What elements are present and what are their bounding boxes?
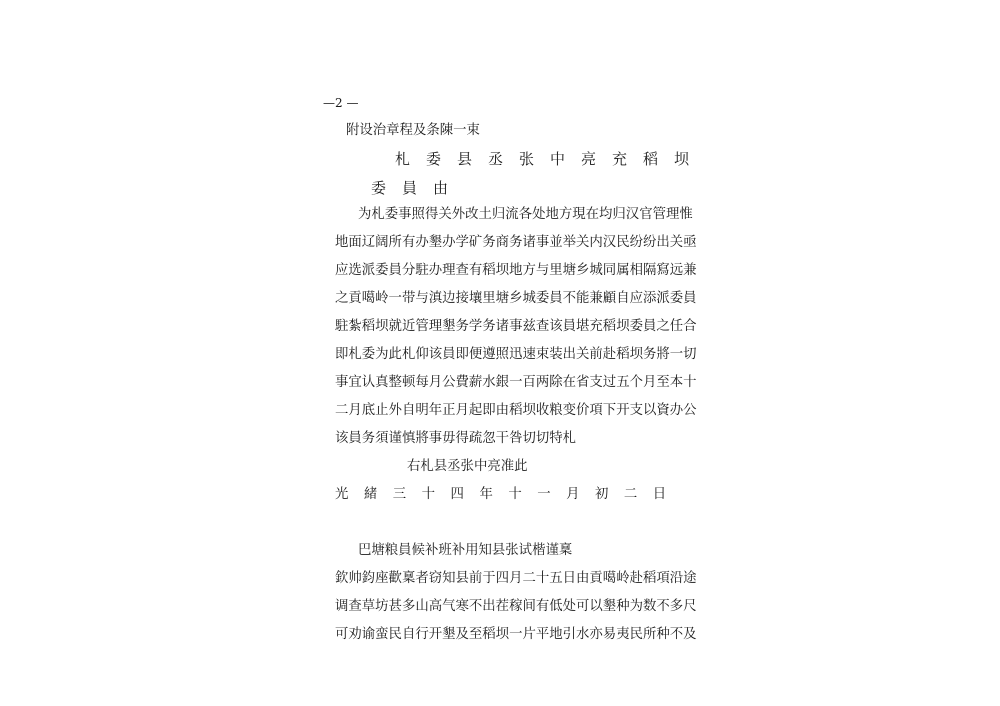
date-line: 光緒三十四年十一月初二日 [335, 487, 682, 502]
recipient-line: 右札县丞张中亮准此 [407, 459, 528, 474]
order-title-continued: 委員由 [371, 179, 465, 197]
report-body-line: 调查草坊甚多山高气寒不出茬稼间有低处可以墾种为数不多尺 [335, 599, 697, 614]
report-body-line: 可劝谕蛮民自行开墾及至稻坝一片平地引水亦易夷民所种不及 [335, 627, 697, 642]
page-number: —2 — [323, 96, 359, 110]
order-title: 札委县丞张中亮充稻坝 [395, 150, 706, 168]
order-body-line: 该員务須谨慎將事毋得疏忽干咎切切特札 [335, 431, 577, 446]
order-body-line: 应选派委員分駐办理查有稻坝地方与里塘乡城同属相隔寫远兼 [335, 263, 697, 278]
order-body-line: 駐紮稻坝就近管理墾务学务诸事兹查该員堪充稻坝委員之任合 [335, 319, 697, 334]
order-body-line: 即札委为此札仰该員即便遵照迅速束装出关前赴稻坝务將一切 [335, 347, 697, 362]
order-body-line: 二月底止外自明年正月起即由稻坝收粮变价項下开支以資办公 [335, 403, 697, 418]
order-body-line: 之貢噶岭一带与滇边接壤里塘乡城委員不能兼顧自应添派委員 [335, 291, 697, 306]
report-heading: 巴塘粮員候补班补用知县张试楷谨稟 [358, 543, 573, 558]
order-body-line: 为札委事照得关外改土归流各处地方現在均归汉官管理惟 [358, 207, 693, 222]
report-body-line: 欽帅鈞座歡稟者窃知县前于四月二十五日由貢噶岭赴稻項沿途 [335, 571, 697, 586]
order-body-line: 地面辽阔所有办墾办学矿务商务诸事並举关内汉民纷纷出关亟 [335, 235, 697, 250]
attachment-heading: 附设治章程及条陳一束 [346, 123, 480, 138]
order-body-line: 事宜认真整顿每月公費薪水銀一百两除在省支过五个月至本十 [335, 375, 697, 390]
